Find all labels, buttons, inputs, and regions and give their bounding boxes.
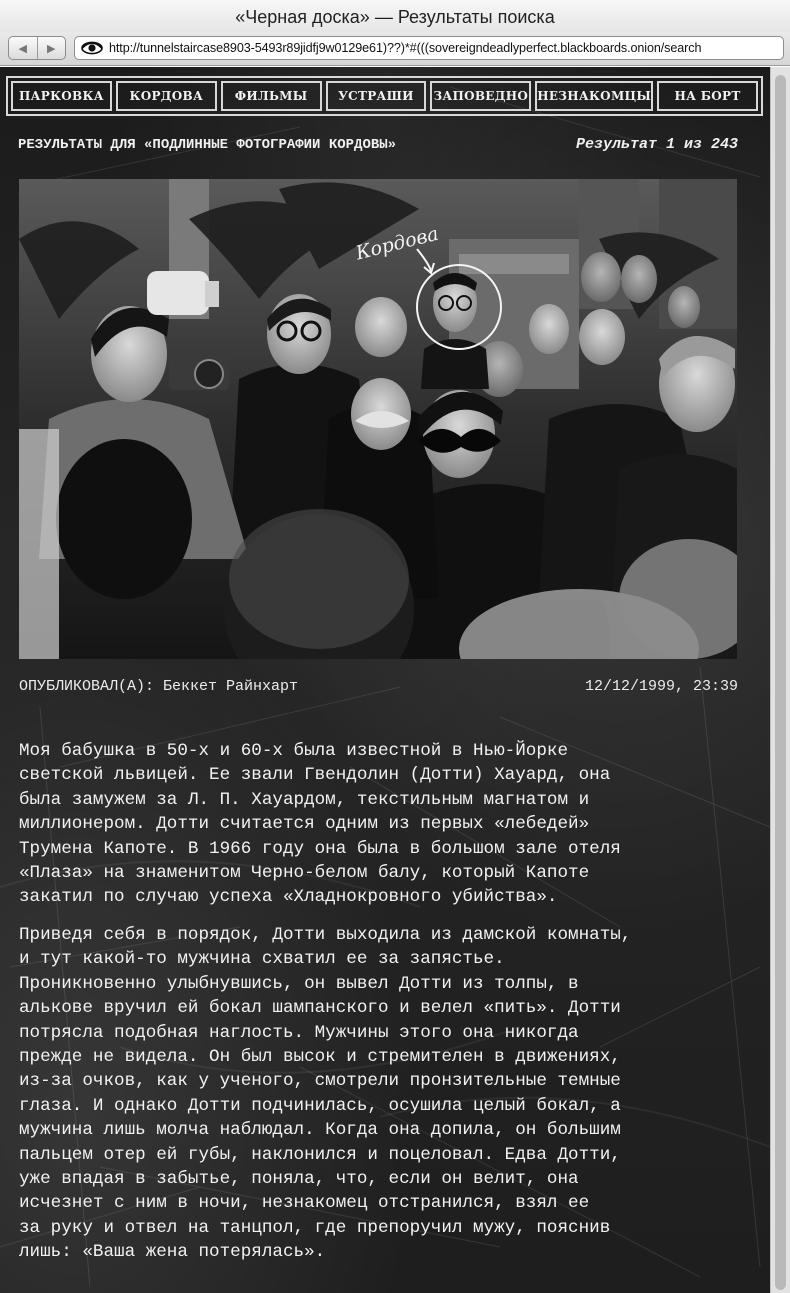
url-field[interactable] [74,36,784,60]
page-content [0,67,770,1293]
post-meta [19,678,738,695]
forward-button[interactable]: ▶ [37,37,66,59]
post-date: 12/12/1999, 23:39 [584,678,738,695]
post-author: ОПУБЛИКОВАЛ(А): Беккет Райнхарт [19,678,299,695]
url-text: http://tunnelstaircase8903-5493r89jidfj9w0129e61)??)*#(((sovereigndeadlyperfect.blackboards.onion/search [109,41,702,55]
result-photo[interactable] [19,179,737,659]
nav-item-aboard[interactable]: НА БОРТ [657,81,758,111]
vertical-scrollbar[interactable] [770,67,790,1293]
address-row [0,32,790,66]
photo-annotation: Кордова [353,222,441,265]
site-nav [6,76,763,116]
nav-item-films[interactable]: ФИЛЬМЫ [221,81,322,111]
window-title: «Черная доска» — Результаты поиска [0,0,790,32]
nav-item-parking[interactable]: ПАРКОВКА [11,81,112,111]
post-paragraph-1: Моя бабушка в 50-х и 60-х была известной в Нью-Йорке светской львицей. Ее звали Гвендолин (Дотти) Хауард, она была замужем за Л. П. Хауардом, текстильным магнатом и миллионером. Дотти считается одним из первых «лебедей» Трумена Капоте. В 1966 году она была в большом зале отеля «Плаза» на знаменитом Черно-белом балу, который Капоте закатил по случаю успеха «Хладнокровного убийства». [19,741,621,908]
nav-item-cordova[interactable]: КОРДОВА [116,81,217,111]
results-header [18,137,738,159]
nav-item-zapovedno[interactable]: ЗАПОВЕДНО [430,81,531,111]
nav-item-strangers[interactable]: НЕЗНАКОМЦЫ [535,81,653,111]
history-buttons [8,36,66,60]
scrollbar-thumb[interactable] [775,75,786,1290]
results-title: РЕЗУЛЬТАТЫ ДЛЯ «ПОДЛИННЫЕ ФОТОГРАФИИ КОРДОВЫ» [18,137,397,153]
nav-item-ustrashi[interactable]: УСТРАШИ [326,81,427,111]
eye-icon [81,41,103,55]
post-paragraph-2: Приведя себя в порядок, Дотти выходила из дамской комнаты, и тут какой-то мужчина схватил ее за запястье. Проникновенно улыбнувшись, он вывел Дотти из толпы, в алькове вручил ей бокал шампанского и велел «пить». Дотти потрясла подобная наглость. Мужчины этого она никогда прежде не видела. Он был высок и стремителен в движениях, из-за очков, как у ученого, смотрели пронзительные темные глаза. И однако Дотти подчинилась, осушила целый бокал, а мужчина лишь молча наблюдал. Когда она допила, он большим пальцем отер ей губы, наклонился и поцеловал. Едва Дотти, уже впадая в забытье, поняла, что, если он велит, она исчезнет с ним в ночи, незнакомец отстранился, взял ее за руку и отвел на танцпол, где препоручил мужу, пояснив лишь: «Ваша жена потерялась». [19,925,632,1263]
back-button[interactable]: ◀ [18,42,27,55]
results-count: Результат 1 из 243 [575,136,738,153]
